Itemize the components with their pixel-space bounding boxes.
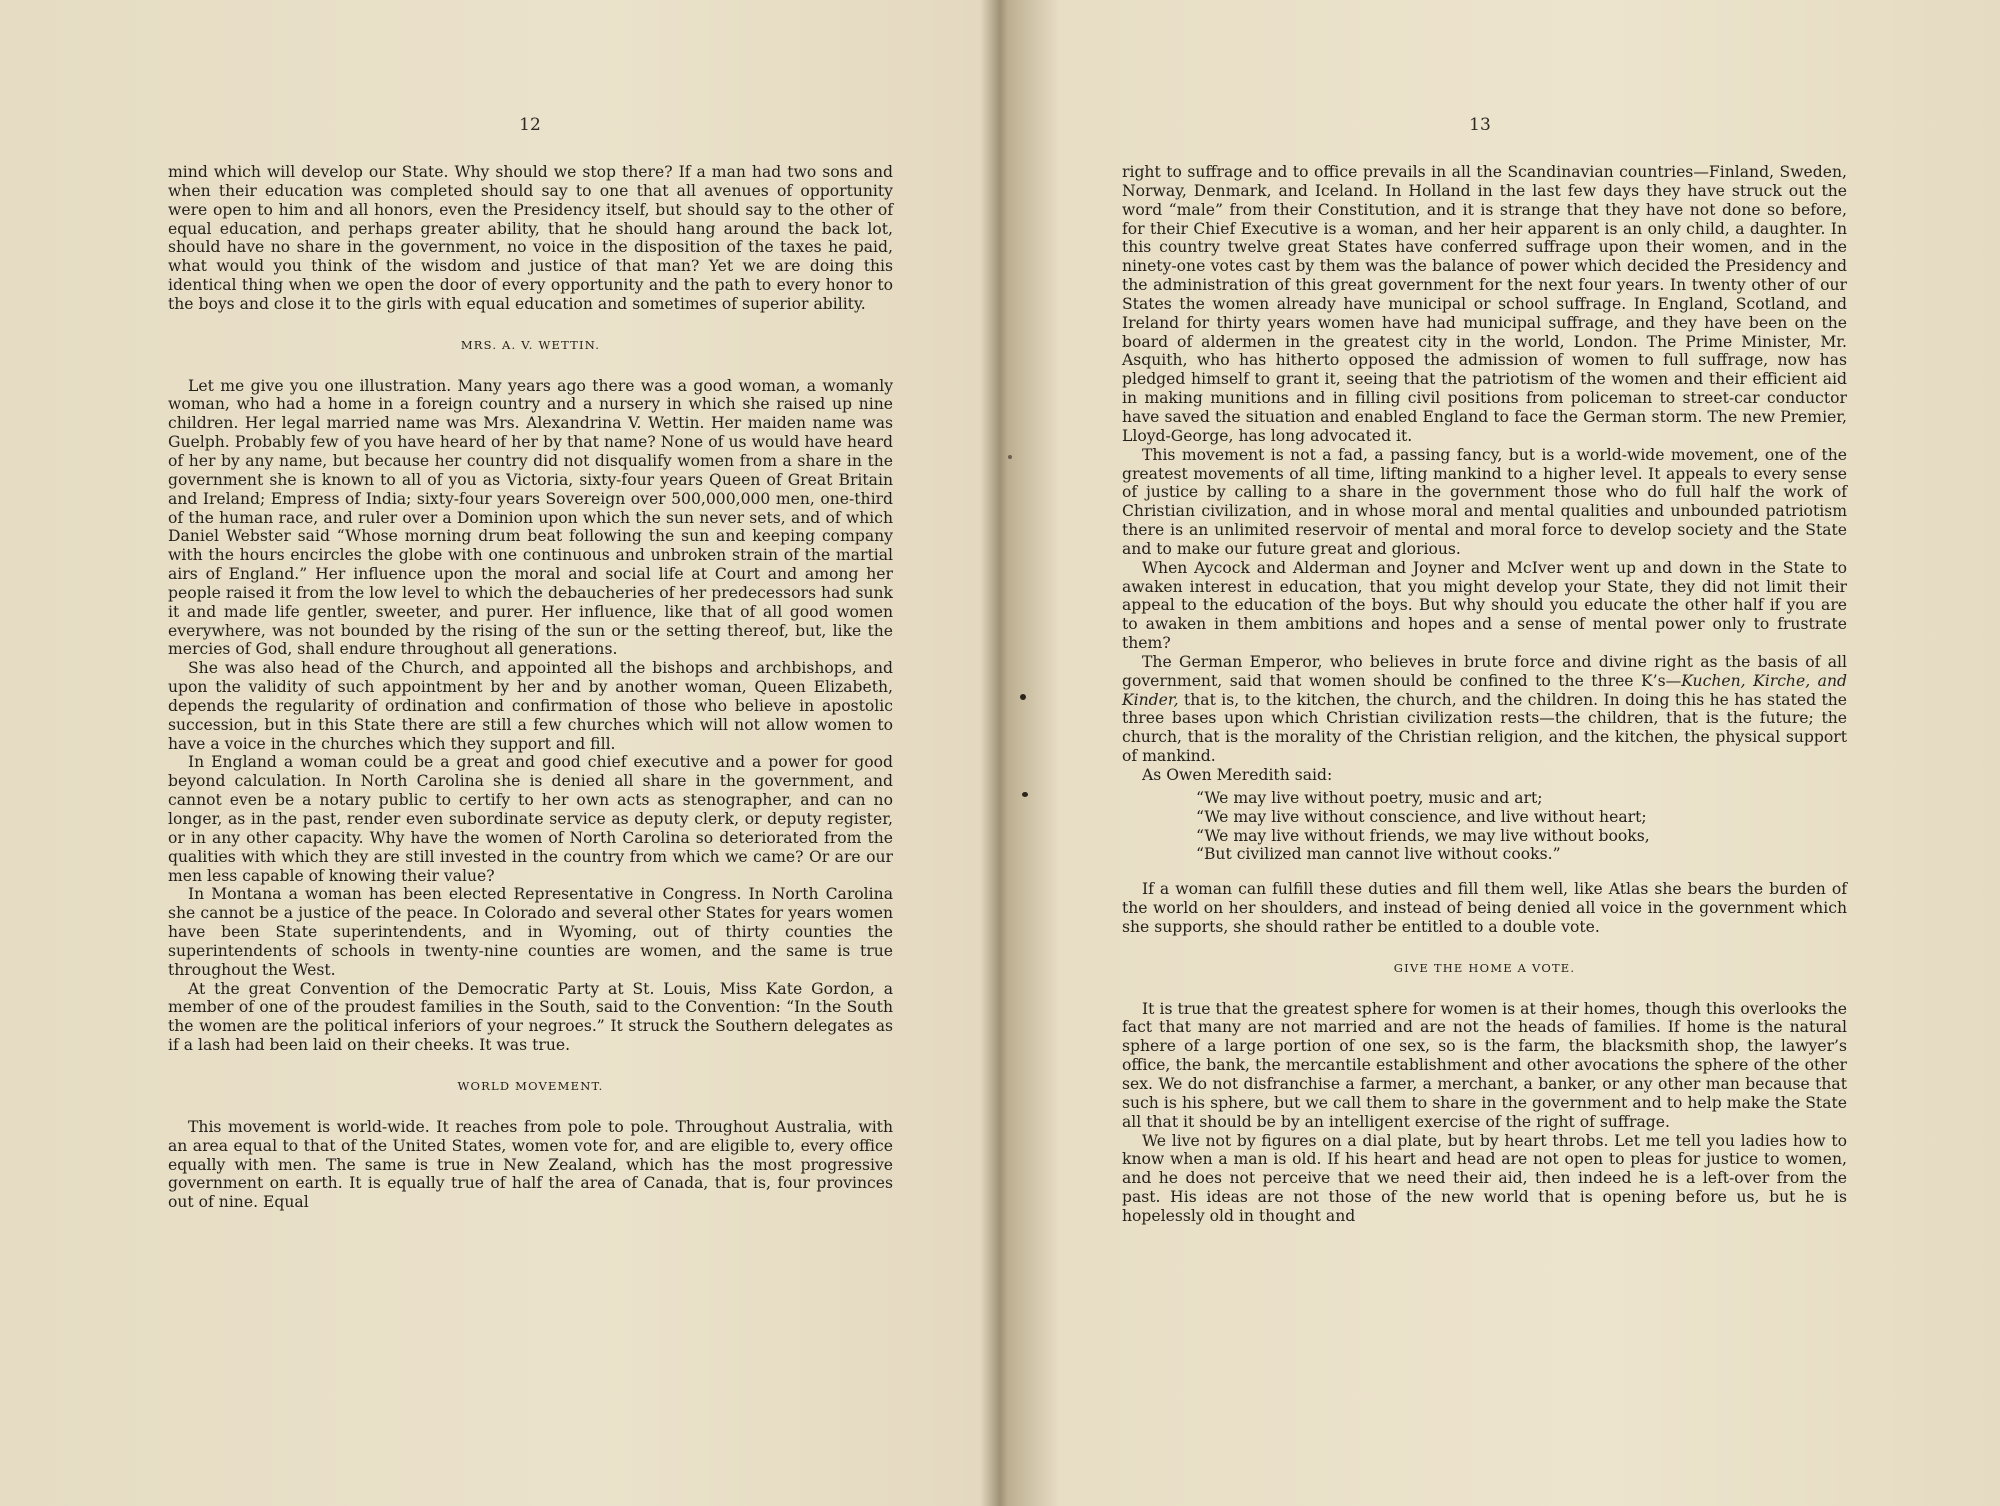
paragraph: She was also head of the Church, and appointed all the bishops and archbishops, and upon the validity of such appointment by her and by another woman, Queen Elizabeth, depends the regularity of ordination and confirmation of those who believe in apostolic succession, but in this State there are still a few churches which will not allow women to have a voice in the churches which they support and fill. bbox=[168, 659, 893, 753]
italic-phrase: Kuchen, Kirche, and Kinder, bbox=[1122, 671, 1847, 709]
paragraph: Let me give you one illustration. Many years ago there was a good woman, a womanly woman, who had a home in a foreign country and a nursery in which she raised up nine children. Her legal married name was Mrs. Alexandrina V. Wettin. Her maiden name was Guelph. Probably few of you have heard of her by that name? None of us would have heard of her by any name, but because her country did not disqualify women from a share in the government she is known to all of you as Victoria, sixty-four years Queen of Great Britain and Ireland; Empress of India; sixty-four years Sovereign over 500,000,000 men, one-third of the human race, and ruler over a Dominion upon which the sun never sets, and of which Daniel Webster said “Whose morning drum beat following the sun and keeping company with the hours encircles the globe with one continuous and unbroken strain of the martial airs of England.” Her influence upon the moral and social life at Court and among her people raised it from the low level to which the debaucheries of her predecessors had sunk it and made life gentler, sweeter, and purer. Her influence, like that of all good women everywhere, was not bounded by the rising of the sun or the setting thereof, but, like the mercies of God, shall endure throughout all generations. bbox=[168, 376, 893, 659]
paragraph: In Montana a woman has been elected Representative in Congress. In North Carolina she cannot be a justice of the peace. In Colorado and several other States for years women have been State superintendents, and in Wyoming, out of thirty counties the superintendents of schools in twenty-nine counties are women, and the same is true throughout the West. bbox=[168, 885, 893, 979]
paragraph: If a woman can fulfill these duties and fill them well, like Atlas she bears the burden of the world on her shoulders, and instead of being denied all voice in the government which she supports, she should rather be entitled to a double vote. bbox=[1122, 880, 1847, 936]
paragraph: In England a woman could be a great and good chief executive and a power for good beyond calculation. In North Carolina she is denied all share in the government, and cannot even be a notary public to certify to her own acts as stenographer, and can no longer, as in the past, render even subordinate service as deputy clerk, or deputy register, or in any other capacity. Why have the women of North Carolina so deteriorated from the qualities with which they are still invested in the country from which we came? Or are our men less capable of knowing their value? bbox=[168, 753, 893, 885]
paragraph: As Owen Meredith said: bbox=[1142, 766, 1333, 784]
paragraph: This movement is world-wide. It reaches from pole to pole. Throughout Australia, with an area equal to that of the United States, women vote for, and are eligible to, every office equally with men. The same is true in New Zealand, which has the most progressive government on earth. It is equally true of half the area of Canada, that is, four provinces out of nine. Equal bbox=[168, 1117, 893, 1212]
section-heading-home-vote: GIVE THE HOME A VOTE. bbox=[1393, 960, 1576, 975]
staple-hole-mark bbox=[1020, 694, 1026, 700]
paragraph: At the great Convention of the Democratic Party at St. Louis, Miss Kate Gordon, a member of one of the proudest families in the South, said to the Convention: “In the South the women are the political inferiors of your negroes.” It struck the Southern delegates as if a lash had been laid on their cheeks. It was true. bbox=[168, 979, 893, 1055]
verse-line: “We may live without poetry, music and art; bbox=[1196, 788, 1543, 807]
page-number-left: 12 bbox=[519, 115, 541, 135]
verse-line: “But civilized man cannot live without cooks.” bbox=[1196, 845, 1561, 864]
right-page-text bbox=[1122, 163, 1847, 1226]
paragraph-text: that is, to the kitchen, the church, and the children. In doing this he has stated the three bases upon which Christian civilization rests—the children, that is the future; the church, that is the morality of the Christian religion, and the kitchen, the physical support of mankind. bbox=[1122, 690, 1847, 766]
paragraph bbox=[1122, 653, 1847, 766]
section-heading-wettin: MRS. A. V. WETTIN. bbox=[460, 337, 601, 352]
staple-hole-mark bbox=[1022, 792, 1028, 797]
paragraph-text: The German Emperor, who believes in brute force and divine right as the basis of all government, said that women should be confined to the three K’s— bbox=[1122, 652, 1847, 690]
section-heading-world-movement: WORLD MOVEMENT. bbox=[457, 1078, 604, 1093]
paragraph: right to suffrage and to office prevails in all the Scandinavian countries—Finland, Sweden, Norway, Denmark, and Iceland. In Holland in the last few days they have struck out the word “male” from their Constitution, and it is strange that they have not done so before, for their Chief Executive is a woman, and her heir apparent is an only child, a daughter. In this country twelve great States have conferred suffrage upon their women, and in the ninety-one votes cast by them was the balance of power which decided the Presidency and the administration of this great government for the next four years. In twenty other of our States the women already have municipal or school suffrage. In England, Scotland, and Ireland for thirty years women have had municipal suffrage, and they have been on the board of aldermen in the greatest city in the world, London. The Prime Minister, Mr. Asquith, who has hitherto opposed the admission of women to full suffrage, now has pledged himself to grant it, seeing that the patriotism of the women and their efficient aid in making munitions and in filling civil positions from policeman to street-car conductor have saved the situation and enabled England to face the German storm. The new Premier, Lloyd-George, has long advocated it. bbox=[1122, 163, 1847, 445]
verse-line: “We may live without conscience, and live without heart; bbox=[1196, 807, 1647, 826]
paragraph: We live not by figures on a dial plate, but by heart throbs. Let me tell you ladies how to know when a man is old. If his heart and head are not open to pleas for justice to women, and he does not perceive that we need their aid, then indeed he is a left-over from the past. His ideas are not those of the new world that is opening before us, but he is hopelessly old in thought and bbox=[1122, 1131, 1847, 1225]
verse-quotation bbox=[1196, 789, 1847, 864]
left-page-text bbox=[168, 163, 893, 1212]
paragraph: When Aycock and Alderman and Joyner and McIver went up and down in the State to awaken interest in education, that you might develop your State, they did not limit their appeal to the education of the boys. But why should you educate the other half if you are to awaken in them ambitions and hopes and a sense of mental power only to frustrate them? bbox=[1122, 558, 1847, 653]
right-page bbox=[1000, 0, 2000, 1506]
paragraph: It is true that the greatest sphere for women is at their homes, though this overlooks the fact that many are not married and are not the heads of families. If home is the natural sphere of a large portion of one sex, so is the farm, the blacksmith shop, the lawyer’s office, the bank, the mercantile establishment and other avocations the sphere of the other sex. We do not disfranchise a farmer, a merchant, a banker, or any other man because that such is his sphere, but we call them to share in the government and to help make the State all that it should be by an intelligent exercise of the right of suffrage. bbox=[1122, 999, 1847, 1131]
paragraph: mind which will develop our State. Why should we stop there? If a man had two sons and when their education was completed should say to one that all avenues of opportunity were open to him and all honors, even the Presidency itself, but should say to the other of equal education, and perhaps greater ability, that he should hang around the back lot, should have no share in the government, no voice in the disposition of the taxes he paid, what would you think of the wisdom and justice of that man? Yet we are doing this identical thing when we open the door of every opportunity and the path to every honor to the boys and close it to the girls with equal education and sometimes of superior ability. bbox=[168, 163, 893, 313]
verse-line: “We may live without friends, we may live without books, bbox=[1196, 826, 1650, 845]
staple-hole-mark bbox=[1008, 455, 1012, 459]
page-number-right: 13 bbox=[1469, 115, 1491, 135]
paragraph: This movement is not a fad, a passing fancy, but is a world-wide movement, one of the greatest movements of all time, lifting mankind to a higher level. It appeals to every sense of justice by calling to a share in the government those who do full half the work of Christian civilization, and in whose moral and mental qualities and unbounded patriotism there is an unlimited reservoir of mental and moral force to develop society and the State and to make our future great and glorious. bbox=[1122, 445, 1847, 558]
